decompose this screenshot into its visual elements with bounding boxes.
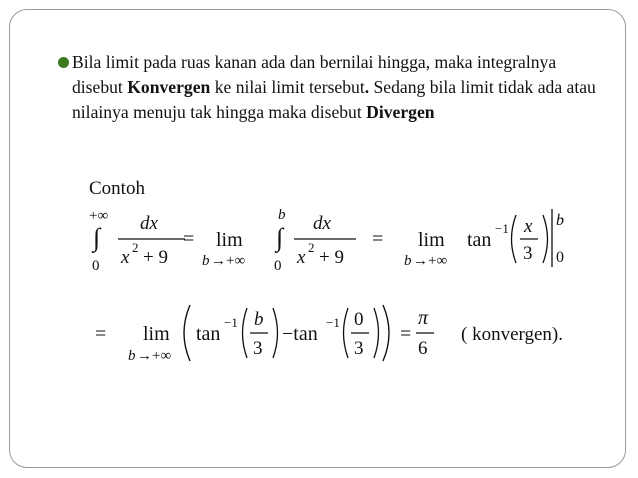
frac-0-numerator: 0	[354, 309, 364, 330]
konvergen-term: Konvergen	[127, 77, 211, 97]
dx-numerator: dx	[140, 213, 158, 234]
equals-sign: =	[183, 228, 195, 250]
six-denominator: 6	[418, 338, 428, 359]
minus-tan-function: −tan	[282, 323, 318, 345]
inverse-superscript: −1	[224, 315, 238, 330]
right-paren	[273, 308, 278, 358]
integral2-upper-limit: b	[278, 207, 286, 223]
equals-sign: =	[372, 228, 384, 250]
lim-subscript-b: b	[202, 253, 210, 269]
integral-sign: ∫	[93, 223, 101, 252]
left-paren	[512, 215, 517, 263]
equals-sign: =	[400, 323, 412, 345]
pi-numerator: π	[418, 307, 429, 329]
lim-operator: lim	[143, 323, 170, 345]
para-text-3: Sedang bila limit tidak ada atau nilainya menuju tak hingga maka disebut	[72, 77, 596, 122]
big-right-paren	[383, 305, 389, 361]
plus-nine: + 9	[143, 247, 168, 268]
para-text-1: Bila limit pada ruas kanan ada dan bernilai hingga, maka integralnya disebut	[72, 52, 557, 97]
frac-x-numerator: x	[524, 216, 533, 237]
eval-lower-limit: 0	[556, 249, 564, 266]
lim-subscript-arrow: →+∞	[413, 253, 448, 269]
left-paren	[243, 308, 248, 358]
period-mark: .	[364, 77, 370, 97]
dx-numerator: dx	[313, 213, 331, 234]
lim-subscript-b: b	[128, 348, 136, 364]
lim-operator: lim	[216, 229, 243, 251]
square-exponent: 2	[308, 240, 315, 255]
eval-upper-limit: b	[556, 212, 564, 229]
tan-function: tan	[467, 229, 492, 251]
frac-3-denominator: 3	[354, 338, 364, 359]
integral1-lower-limit: 0	[92, 258, 100, 274]
inverse-superscript: −1	[326, 315, 340, 330]
inverse-superscript: −1	[495, 221, 509, 236]
lim-subscript-arrow: →+∞	[137, 348, 172, 364]
integral1-upper-limit: +∞	[89, 208, 109, 224]
para-text-2: ke nilai limit tersebut	[210, 77, 365, 97]
frac-3-denominator: 3	[253, 338, 263, 359]
tan-function: tan	[196, 323, 221, 345]
right-paren	[543, 215, 548, 263]
x-denominator: x	[121, 247, 130, 268]
lim-subscript-b: b	[404, 253, 412, 269]
example-label: Contoh	[89, 178, 145, 199]
konvergen-note: ( konvergen).	[461, 324, 564, 345]
integral-sign: ∫	[276, 223, 284, 252]
divergen-term: Divergen	[366, 102, 435, 122]
right-paren	[374, 308, 379, 358]
integral2-lower-limit: 0	[274, 258, 282, 274]
equals-sign: =	[95, 323, 107, 345]
big-left-paren	[184, 305, 190, 361]
lim-operator: lim	[418, 229, 445, 251]
square-exponent: 2	[132, 240, 139, 255]
plus-nine: + 9	[319, 247, 344, 268]
left-paren	[344, 308, 349, 358]
lim-subscript-arrow: →+∞	[211, 253, 246, 269]
frac-3-denominator: 3	[523, 243, 533, 264]
frac-b-numerator: b	[254, 309, 264, 330]
x-denominator: x	[297, 247, 306, 268]
